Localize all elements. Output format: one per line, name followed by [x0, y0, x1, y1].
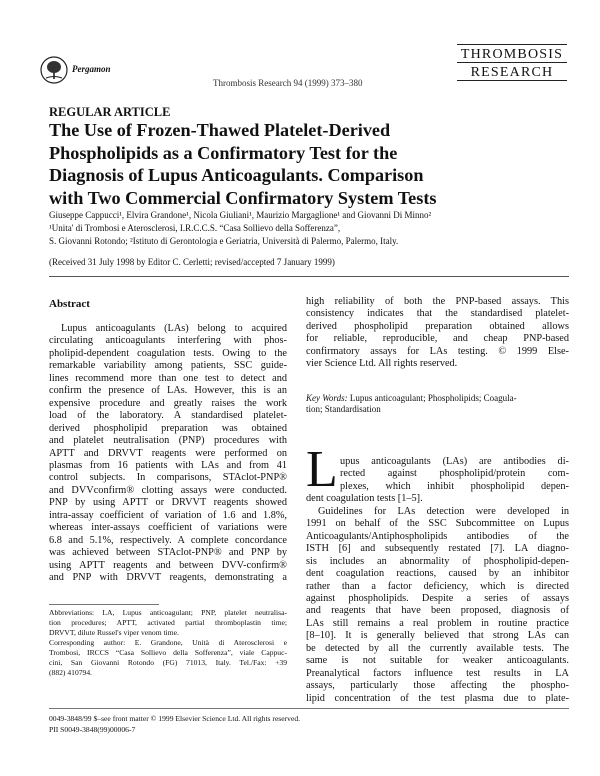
abstract-line: circulating anticoagulants interfering with phos- — [49, 335, 287, 347]
abstract-line: whereas inter-assays coefficient of variations were — [49, 522, 287, 534]
journal-logo-line2: RESEARCH — [470, 65, 554, 80]
abstract-line: expensive procedure and greatly raises the work — [49, 397, 287, 409]
body-line: [8–10]. It is generally believed that strong LAs can — [306, 630, 569, 642]
abstract-line: APTT and DRVVT reagents were performed on — [49, 447, 287, 459]
pii-line: PII S0049-3848(99)00006-7 — [49, 725, 136, 734]
abstract-line: high reliability of both the PNP-based assays. This — [306, 296, 569, 307]
title-line: The Use of Frozen-Thawed Platelet-Derived — [49, 120, 391, 140]
body-line: Guidelines for LAs detection were developed in — [318, 505, 569, 517]
abstract-line: confirm the presence of LAs. However, this is an — [49, 385, 287, 397]
abstract-line: control subjects. In comparisons, STAclot-PNP® — [49, 472, 287, 484]
body-line: sis includes an abnormality of phospholipid-depen- — [306, 555, 569, 567]
abstract-line: remarkable variability among patients, SSC guide- — [49, 360, 287, 372]
body-line: lipid concentration of the test plasma due to plate- — [306, 692, 569, 704]
abstract-line: 6.8 and 5.1%, respectively. A complete concordance — [49, 534, 287, 546]
body-line: rather than a factor deficiency, which is directed — [306, 580, 569, 592]
title-line: Phospholipids as a Confirmatory Test for the — [49, 142, 398, 163]
body-line: and reagents that have been proposed, diagnosis of — [306, 605, 569, 617]
footnote-divider — [49, 604, 159, 605]
abstract-line: Lupus anticoagulants (LAs) belong to acquired — [61, 323, 287, 334]
body-line: ISTH [6] and subsequently restated [7]. LA diagno- — [306, 543, 569, 555]
body-line: plexes, which inhibit phospholipid depen- — [340, 480, 569, 492]
body-line: be detected by all the currently available tests. The — [306, 642, 569, 654]
article-type: REGULAR ARTICLE — [49, 105, 171, 119]
abstract-line: consistency indicates that the standardised platelet- — [306, 308, 569, 320]
abstract-line: load of the laboratory. A standardised platelet- — [49, 410, 287, 422]
body-text — [306, 456, 569, 705]
drop-cap: L — [306, 441, 338, 498]
abstract-line: vier Science Ltd. All rights reserved. — [306, 358, 458, 370]
body-line: same is not suitable for weaker anticoagulants. — [306, 655, 569, 667]
body-line: assays, particularly those affecting the phospho- — [306, 680, 569, 692]
affiliation-line: ¹Unita' di Trombosi e Aterosclerosi, I.R.C.C.S. “Casa Sollievo della Sofferenza”, — [49, 223, 341, 233]
abstract-line: was achieved between STAclot-PNP® and PNP by — [49, 547, 287, 559]
abstract-line: derived phospholipid preparation obtained allows — [306, 320, 569, 332]
abstract-line: PNP by using APTT or DRVVT reagents showed — [49, 497, 287, 509]
article-title — [49, 119, 569, 209]
keywords — [306, 393, 569, 415]
body-line: rected against phospholipid/protein com- — [340, 468, 569, 480]
body-line: 1991 on behalf of the SSC Subcommittee on Lupus — [306, 518, 569, 530]
body-line: Anticoagulants/Antiphospholipids antibodies of the — [306, 530, 569, 542]
body-line: LAs still remains a real problem in routine practice — [306, 617, 569, 629]
header-divider — [49, 276, 569, 277]
footnote-line: Trombosi, IRCCS “Casa Sollievo della Sofferenza”, viale Cappuc- — [49, 648, 287, 657]
abstract-left-column — [49, 323, 287, 585]
abstract-right-column — [306, 296, 569, 371]
abstract-line: and PNP with DRVVT reagents, demonstrating a — [49, 572, 287, 584]
footnote-line: tion procedures; APTT, activated partial thromboplastin time; — [49, 618, 287, 627]
footnote-line: cini, San Giovanni Rotondo (FG) 71013, Italy. Tel./Fax: +39 — [49, 658, 287, 667]
body-line: against phospholipids. Despite a series of assays — [306, 592, 569, 604]
keywords-line: Lupus anticoagulant; Phospholipids; Coagula- — [347, 393, 517, 403]
footnote-line: (882) 410794. — [49, 668, 93, 677]
footnote-line: Abbreviations: LA, Lupus anticoagulant; PNP, platelet neutralisa- — [49, 608, 287, 617]
author-list: Giuseppe Cappucci¹, Elvira Grandone¹, Nicola Giuliani¹, Maurizio Margaglione¹ and Giovanni Di Minno² — [49, 210, 432, 220]
body-line: dent coagulation reactions, caused by an inhibitor — [306, 568, 569, 580]
abstract-line: and DVVconfirm® clotting assays were conducted. — [49, 484, 287, 496]
footer-divider — [49, 708, 569, 709]
footnote-line: Corresponding author: E. Grandone, Unità di Aterosclerosi e — [49, 638, 287, 647]
abstract-line: using APTT reagents and between DVV-confirm® — [49, 559, 287, 571]
journal-logo-line1: THROMBOSIS — [460, 47, 564, 62]
abstract-line: plasmas from 16 patients with LAs and from 41 — [49, 459, 287, 471]
abstract-line: intra-assay coefficient of variation of 1.6 and 1.8%, — [49, 509, 287, 521]
journal-citation: Thrombosis Research 94 (1999) 373–380 — [213, 78, 363, 88]
title-line: Diagnosis of Lupus Anticoagulants. Comparison — [49, 165, 424, 185]
publisher-tree-logo — [40, 56, 68, 84]
body-line: dent coagulation tests [1–5]. — [306, 493, 423, 505]
abstract-line: for reliable, reproducible, and cheap PNP-based — [306, 333, 569, 345]
body-line: upus anticoagulants (LAs) are antibodies di- — [340, 456, 569, 467]
publisher-name: Pergamon — [72, 64, 111, 74]
keywords-line: tion; Standardisation — [306, 404, 381, 414]
keywords-label: Key Words: — [306, 393, 348, 403]
footnote-line: DRVVT, dilute Russel's viper venom time. — [49, 628, 179, 637]
abstract-heading: Abstract — [49, 298, 90, 310]
title-line: with Two Commercial Confirmatory System Tests — [49, 187, 437, 208]
footnotes — [49, 608, 287, 678]
copyright-line: 0049-3848/99 $–see front matter © 1999 Elsevier Science Ltd. All rights reserved. — [49, 714, 301, 723]
abstract-line: pholipid-dependent coagulation tests. Owing to the — [49, 347, 287, 359]
journal-logo — [457, 44, 567, 83]
abstract-line: confirmatory assays for LAs testing. © 1999 Else- — [306, 345, 569, 357]
received-dates: (Received 31 July 1998 by Editor C. Cerletti; revised/accepted 7 January 1999) — [49, 257, 335, 267]
abstract-line: derived phospholipid preparation was obtained — [49, 422, 287, 434]
affiliation-line: S. Giovanni Rotondo; ²Istituto di Gerontologia e Geriatria, Università di Palermo, Palermo, Italy. — [49, 236, 399, 246]
abstract-line: and platelet neutralisation (PNP) procedures with — [49, 435, 287, 447]
abstract-line: lines recommend more than one test to detect and — [49, 372, 287, 384]
body-line: Preanalytical factors influence test results in LA — [306, 667, 569, 679]
